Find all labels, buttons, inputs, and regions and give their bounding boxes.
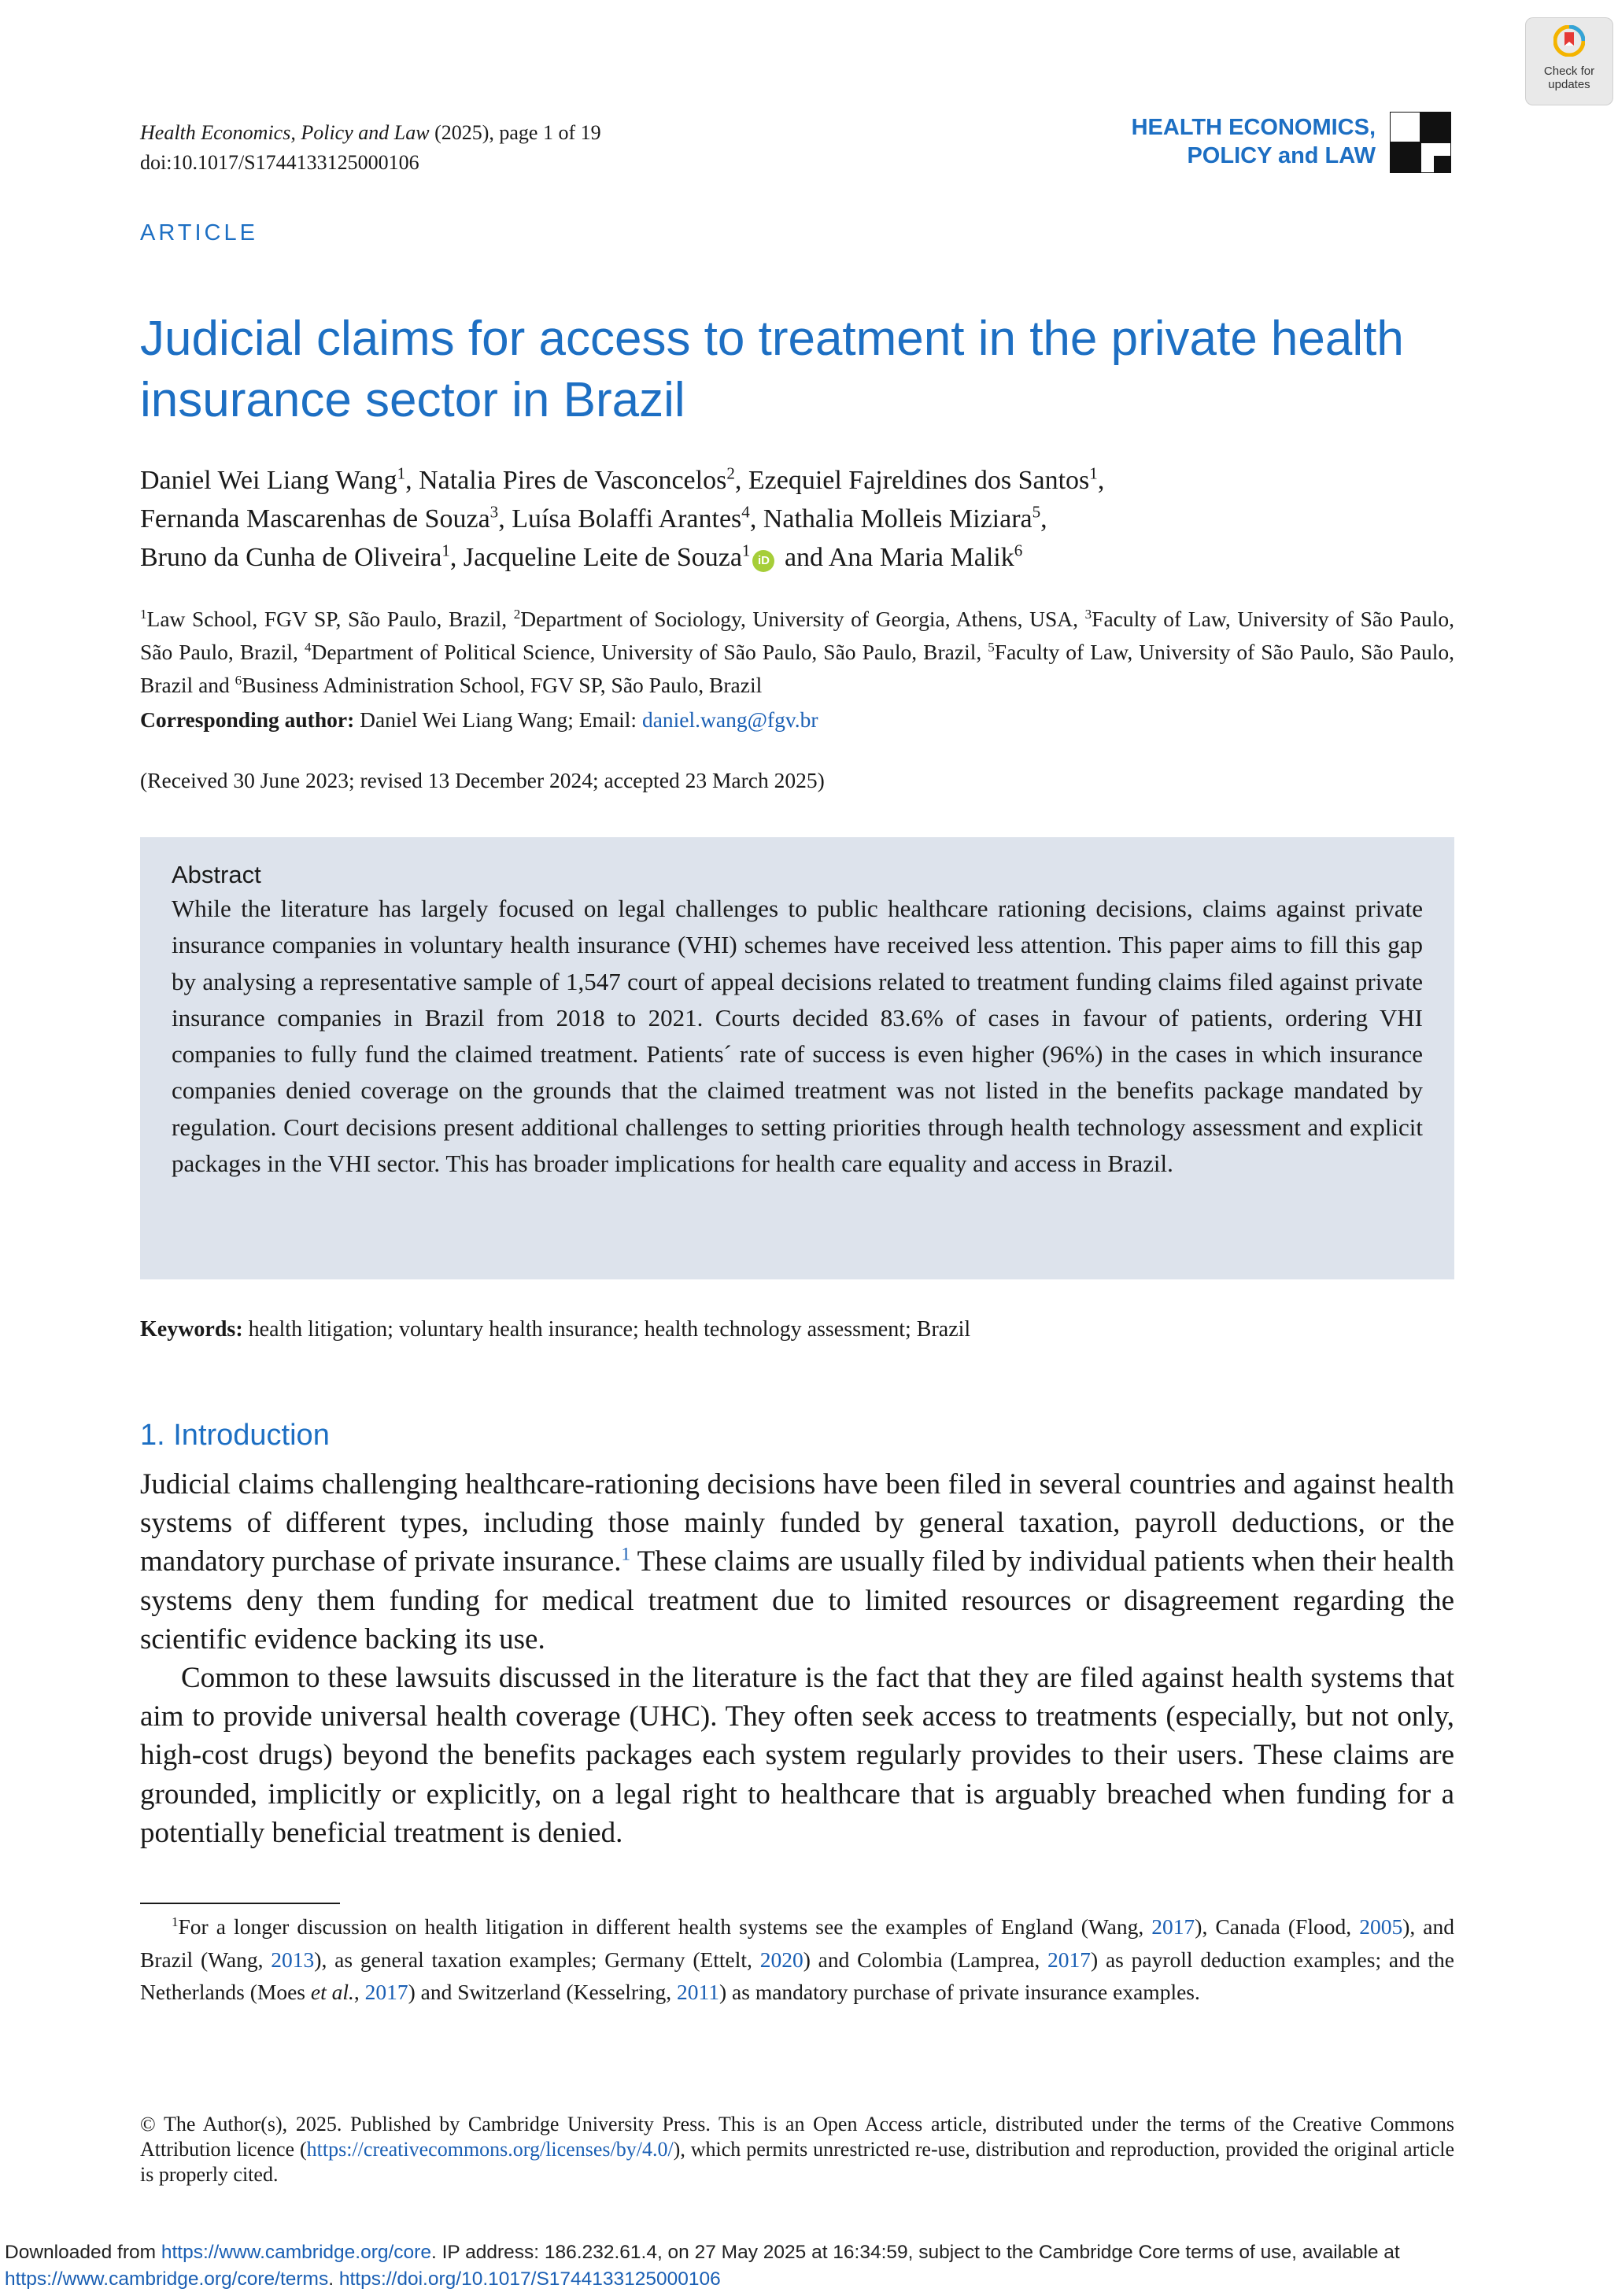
footnote-text: ) and Colombia (Lamprea, xyxy=(803,1947,1047,1972)
doi-link[interactable]: https://doi.org/10.1017/S1744133125000106 xyxy=(338,2268,721,2290)
doi: doi:10.1017/S1744133125000106 xyxy=(140,151,419,174)
footnote-text: ) as mandatory purchase of private insurance examples. xyxy=(719,1980,1200,2004)
abstract-text: While the literature has largely focused on legal challenges to public healthcare rationing decisions, claims against private insurance companies in voluntary health insurance (VHI) schemes have received less attention. This paper aims to fill this gap by analysing a representative sample of 1,547 court of appeal decisions related to treatment funding claims filed against private insurance companies in Brazil from 2018 to 2021. Courts decided 83.6% of cases in favour of patients, ordering VHI companies to fully fund the claimed treatment. Patients´ rate of success is even higher (96%) in the cases in which insurance companies denied coverage on the grounds that the claimed treatment was not listed in the benefits package mandated by regulation. Court decisions present additional challenges to setting priorities through health technology assessment and explicit packages in the VHI sector. This has broader implications for health care equality and access in Brazil. xyxy=(172,895,1423,1178)
received-dates: (Received 30 June 2023; revised 13 December 2024; accepted 23 March 2025) xyxy=(140,768,825,792)
keywords-text: health litigation; voluntary health insurance; health technology assessment; Brazil xyxy=(242,1317,971,1342)
paragraph: Common to these lawsuits discussed in the literature is the fact that they are filed against health systems that aim to provide universal health coverage (UHC). They often seek access to treatments (especially, but not only, high-cost drugs) beyond the benefits packages each system regularly provides to their users. These claims are grounded, implicitly or explicitly, on a legal right to healthcare that is arguably breached when funding for a potentially beneficial treatment is denied. xyxy=(140,1662,1454,1849)
abstract-box xyxy=(140,837,1454,1279)
footnote xyxy=(140,1910,1454,2009)
author-affiliation-ref: 1 xyxy=(1089,463,1098,483)
footnote-text: , xyxy=(353,1980,365,2004)
corresponding-author-label: Corresponding author: xyxy=(140,707,355,732)
author-separator: , xyxy=(498,504,512,533)
author-separator: , xyxy=(1040,504,1047,533)
author-separator: , xyxy=(734,466,748,495)
check-for-updates-badge[interactable] xyxy=(1525,17,1613,105)
author-affiliation-ref: 2 xyxy=(726,463,735,483)
download-text: Downloaded from xyxy=(5,2242,161,2263)
citation-link[interactable]: 2020 xyxy=(759,1947,803,1972)
author-name: Bruno da Cunha de Oliveira xyxy=(140,543,442,572)
crossmark-icon xyxy=(1553,25,1585,57)
affiliation-text: Law School, FGV SP, São Paulo, Brazil, xyxy=(146,607,514,631)
journal-logo xyxy=(1108,112,1451,173)
author-name: Ana Maria Malik xyxy=(828,543,1014,572)
author-name: Jacqueline Leite de Souza xyxy=(463,543,742,572)
license-link[interactable]: https://creativecommons.org/licenses/by/4.0/ xyxy=(306,2138,674,2161)
citation-link[interactable]: 2017 xyxy=(364,1980,408,2004)
affiliation-text: Department of Political Science, University of São Paulo, São Paulo, Brazil, xyxy=(311,640,988,664)
citation-link[interactable]: 2011 xyxy=(677,1980,719,2004)
orcid-icon[interactable]: iD xyxy=(752,550,774,572)
download-note xyxy=(5,2239,1613,2293)
author-list xyxy=(140,461,1454,577)
affiliation-text: Department of Sociology, University of Georgia, Athens, USA, xyxy=(520,607,1085,631)
license-text: © The Author(s), 2025. Published by Cambridge University Press. This is an Open Access article, distributed under the terms of the Creative Commons Attribution licence ( xyxy=(140,2113,1454,2161)
terms-link[interactable]: https://www.cambridge.org/core/terms xyxy=(5,2268,329,2290)
corresponding-author xyxy=(140,703,1454,736)
author-name: Fernanda Mascarenhas de Souza xyxy=(140,504,490,533)
keywords xyxy=(140,1314,970,1345)
footnote-text: For a longer discussion on health litigation in different health systems see the examples of England (Wang, xyxy=(178,1914,1152,1939)
running-head xyxy=(140,118,601,178)
author-name: Daniel Wei Liang Wang xyxy=(140,466,397,495)
footnote-text: ) as payroll deduction examples; and the Netherlands (Moes xyxy=(140,1947,1454,2004)
paragraph xyxy=(140,1465,1454,1659)
author-affiliation-ref: 1 xyxy=(441,541,450,560)
footnote-ref-link[interactable]: 1 xyxy=(621,1545,630,1565)
keywords-label: Keywords: xyxy=(140,1317,243,1342)
affiliation-number: 5 xyxy=(988,639,995,655)
author-separator: , xyxy=(405,466,419,495)
author-affiliation-ref: 4 xyxy=(741,502,750,522)
journal-logo-mark-icon xyxy=(1390,112,1451,173)
author-name: Ezequiel Fajreldines dos Santos xyxy=(748,466,1090,495)
journal-logo-text xyxy=(1132,113,1376,170)
author-affiliation-ref: 1 xyxy=(741,541,751,560)
author-affiliation-ref: 3 xyxy=(489,502,499,522)
article-title: Judicial claims for access to treatment in the private health insurance sector in Brazil xyxy=(140,312,1404,427)
affiliations xyxy=(140,603,1454,702)
author-name: Nathalia Molleis Miziara xyxy=(763,504,1032,533)
logo-line-1: HEALTH ECONOMICS, xyxy=(1131,115,1376,140)
author-name: Natalia Pires de Vasconcelos xyxy=(419,466,727,495)
author-separator: and xyxy=(778,543,829,572)
corresponding-email-link[interactable]: daniel.wang@fgv.br xyxy=(641,707,818,732)
footnote-text: ), and Brazil (Wang, xyxy=(140,1914,1454,1972)
introduction-body xyxy=(140,1465,1454,1852)
author-affiliation-ref: 5 xyxy=(1032,502,1041,522)
author-affiliation-ref: 1 xyxy=(397,463,406,483)
citation-link[interactable]: 2005 xyxy=(1359,1914,1403,1939)
footnote-text: ), Canada (Flood, xyxy=(1195,1914,1360,1939)
citation-link[interactable]: 2017 xyxy=(1047,1947,1091,1972)
affiliation-number: 2 xyxy=(513,606,521,622)
author-separator: , xyxy=(749,504,763,533)
abstract-heading: Abstract xyxy=(172,861,261,888)
citation-link[interactable]: 2017 xyxy=(1151,1914,1195,1939)
author-name: Luísa Bolaffi Arantes xyxy=(512,504,742,533)
license-text: ), which permits unrestricted re-use, distribution and reproduction, provided the original article is properly cited. xyxy=(140,2138,1454,2186)
crossmark-line-2: updates xyxy=(1548,78,1590,91)
crossmark-line-1: Check for xyxy=(1543,65,1595,78)
license-statement xyxy=(140,2112,1454,2187)
affiliation-number: 1 xyxy=(140,606,147,622)
journal-name: Health Economics, Policy and Law xyxy=(140,121,430,144)
footnote-number: 1 xyxy=(172,1914,179,1929)
affiliation-text: Faculty of Law, University of São Paulo, São Paulo, Brazil and xyxy=(140,640,1454,697)
affiliation-text: Business Administration School, FGV SP, São Paulo, Brazil xyxy=(242,673,763,697)
logo-line-2: POLICY and LAW xyxy=(1187,143,1376,168)
affiliation-text: Faculty of Law, University of São Paulo, São Paulo, Brazil, xyxy=(140,607,1454,664)
download-text: . xyxy=(328,2268,339,2290)
cambridge-core-link[interactable]: https://www.cambridge.org/core xyxy=(161,2242,431,2263)
paragraph-text: Judicial claims challenging healthcare-rationing decisions have been filed in several countries and against health systems of different types, including those mainly funded by general taxation, payroll deductions, or the mandatory purchase of private insurance. xyxy=(140,1468,1454,1578)
section-heading-introduction: 1. Introduction xyxy=(140,1419,330,1452)
corresponding-author-text: Daniel Wei Liang Wang; Email: xyxy=(354,707,642,732)
affiliation-number: 6 xyxy=(235,672,242,688)
paragraph-text: These claims are usually filed by individual patients when their health systems deny them funding for medical treatment due to limited resources or disagreement regarding the scientific evidence backing its use. xyxy=(140,1545,1454,1656)
article-type: ARTICLE xyxy=(140,220,258,245)
author-separator: , xyxy=(449,543,464,572)
author-affiliation-ref: 6 xyxy=(1014,541,1023,560)
footnote-text: et al. xyxy=(310,1980,354,2004)
affiliation-number: 3 xyxy=(1084,606,1092,622)
footnote-text: ), as general taxation examples; Germany (Ettelt, xyxy=(314,1947,760,1972)
citation-link[interactable]: 2013 xyxy=(271,1947,315,1972)
download-text: . IP address: 186.232.61.4, on 27 May 2025 at 16:34:59, subject to the Cambridge Core terms of use, available at xyxy=(430,2242,1400,2263)
footnote-divider xyxy=(140,1903,340,1904)
affiliation-number: 4 xyxy=(304,639,312,655)
footnote-text: ) and Switzerland (Kesselring, xyxy=(408,1980,678,2004)
year-page: (2025), page 1 of 19 xyxy=(429,121,601,144)
author-separator: , xyxy=(1097,466,1105,495)
